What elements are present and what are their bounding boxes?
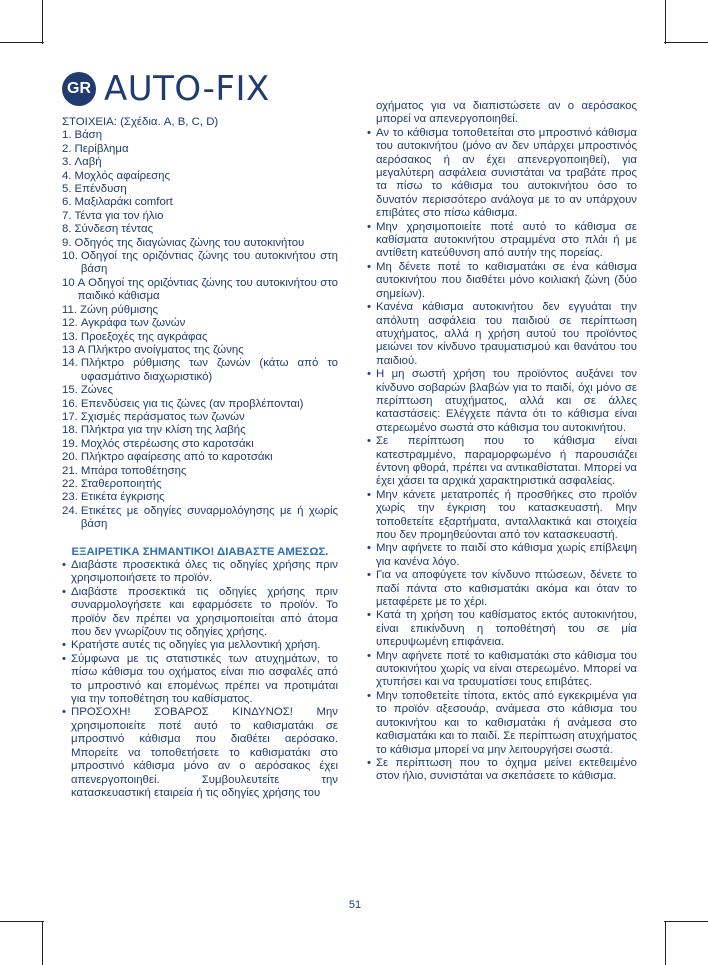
warning-text: Σε περίπτωση που το κάθισμα είναι κατεστραμμένο, παραμορφωμένο ή παρουσιάζει έντονη φθορά, πρέπει να αντικαθίσταται. Μπορεί να έχει χάσει τα αρχικά χαρακτηριστικά ασφαλείας. — [376, 435, 637, 488]
page-number: 51 — [348, 899, 362, 911]
warning-item — [367, 368, 637, 435]
warning-item — [367, 690, 637, 757]
warning-text: Σε περίπτωση που το όχημα μείνει εκτεθειμένο στον ήλιο, συνιστάται να σκεπάσετε το κάθισμα. — [376, 756, 637, 783]
component-label: Μοχλός αφαίρεσης — [74, 169, 171, 182]
component-label: Σχισμές περάσματος των ζωνών — [80, 410, 245, 423]
component-number: 13 — [62, 343, 75, 356]
component-number: 17. — [62, 410, 78, 423]
warning-text: Διαβάστε προσεκτικά τις οδηγίες χρήσης πριν συναρμολογήσετε και εφαρμόσετε το προϊόν. Το προϊόν δεν πρέπει να χρησιμοποιείται από άτομα που δεν γνωρίζουν τις οδηγίες χρήσης. — [71, 585, 338, 639]
component-number: 23. — [62, 491, 78, 504]
bullet-icon: • — [367, 542, 371, 555]
warning-text: Διαβάστε προσεκτικά όλες τις οδηγίες χρήσης πριν χρησιμοποιήσετε το προϊόν. — [71, 559, 338, 585]
component-number: 4. — [62, 169, 72, 182]
component-label: Αγκράφα των ζωνών — [80, 317, 186, 330]
warning-text: Μη δένετε ποτέ το καθισματάκι σε ένα κάθισμα αυτοκινήτου που διαθέτει μόνο κοιλιακή ζώνη (δύο σημείων). — [376, 260, 637, 300]
warning-item — [367, 261, 637, 301]
crop-mark — [664, 921, 708, 922]
crop-mark — [665, 0, 666, 44]
component-label: Ζώνη ρύθμισης — [80, 303, 159, 316]
component-label: Ετικέτα έγκρισης — [80, 491, 165, 504]
bullet-icon: • — [367, 368, 371, 381]
continuation-text: οχήματος για να διαπιστώσετε αν ο αερόσακος μπορεί να απενεργοποιηθεί. — [376, 100, 637, 126]
component-item — [62, 384, 338, 397]
component-label: Προεξοχές της αγκράφας — [80, 330, 208, 343]
warning-item — [367, 542, 637, 569]
component-number: 2. — [62, 142, 72, 155]
component-label: Α Πλήκτρο ανοίγματος της ζώνης — [77, 343, 244, 356]
warning-item — [62, 586, 338, 640]
component-label: Σταθεροποιητής — [80, 477, 162, 490]
warning-text: ΠΡΟΣΟΧΗ! ΣΟΒΑΡΟΣ ΚΙΝΔΥΝΟΣ! Μην χρησιμοποιείτε ποτέ αυτό το καθισματάκι σε μπροστινό κάθισμα που διαθέτει αερόσακο. Μπορείτε να τοποθετήσετε το καθισματάκι στο μπροστινό κάθισμα μόνο αν ο αερόσακος έχει απενεργοποιηθεί. Συμβουλευτείτε την κατασκευαστική εταιρεία ή τις οδηγίες χρήσης του — [71, 706, 338, 799]
warning-item — [367, 301, 637, 368]
page-header — [62, 68, 270, 110]
component-item — [62, 478, 338, 491]
warning-text: Αν το κάθισμα τοποθετείται στο μπροστινό κάθισμα του αυτοκινήτου (μόνο αν δεν υπάρχει μπροστινός αερόσακος ή αν έχει απενεργοποιηθεί), για μεγαλύτερη ασφάλεια συνιστάται να τραβάτε προς τα πίσω το κάθισμα του αυτοκινήτου όσο το δυνατόν περισσότερο ανάλογα με το αν υπάρχουν επιβάτες στο πίσω κάθισμα. — [376, 126, 637, 220]
components-list — [62, 129, 338, 531]
component-label: Οδηγοί της οριζόντιας ζώνης του αυτοκινήτου στη βάση — [80, 250, 338, 276]
warning-item — [367, 127, 637, 221]
component-label: Τέντα για τον ήλιο — [74, 209, 164, 222]
component-label: Πλήκτρο ρύθμισης των ζωνών (κάτω από το υφασμάτινο διαχωριστικό) — [80, 357, 338, 383]
warnings-list-left — [62, 559, 338, 800]
warning-item — [62, 706, 338, 800]
warning-text: Για να αποφύγετε τον κίνδυνο πτώσεων, δένετε το παδί πάντα στο καθισματάκι ακόμα και όταν το μεταφέρετε με το χέρι. — [376, 569, 637, 609]
component-item — [62, 317, 338, 330]
component-item — [62, 451, 338, 464]
component-item — [62, 331, 338, 344]
component-number: 18. — [62, 424, 78, 437]
warning-text: Μην κάνετε μετατροπές ή προσθήκες στο προϊόν χωρίς την έγκριση του κατασκευαστή. Μην τοποθετείτε εξαρτήματα, ανταλλακτικά και στοιχεία που δεν προμηθεύονται από τον κατασκευαστή. — [376, 488, 637, 541]
warning-item — [367, 609, 637, 649]
component-number: 19. — [62, 437, 78, 450]
component-item — [62, 250, 338, 277]
component-label: Σύνδεση τέντας — [74, 223, 154, 236]
crop-mark — [42, 0, 43, 44]
warning-text: Μην αφήνετε ποτέ το καθισματάκι στο κάθισμα του αυτοκινήτου χωρίς να είναι στερεωμένο. Μπορεί να χτυπήσει και να τραυματίσει τους επιβάτες. — [376, 649, 637, 689]
component-number: 3. — [62, 156, 72, 169]
component-item — [62, 357, 338, 384]
component-number: 14. — [62, 357, 78, 370]
component-label: Οδηγός της διαγώνιας ζώνης του αυτοκινήτου — [74, 236, 305, 249]
warning-item — [62, 559, 338, 586]
bullet-icon: • — [367, 126, 371, 139]
bullet-icon: • — [367, 609, 371, 622]
component-number: 1. — [62, 129, 72, 142]
bullet-icon: • — [367, 301, 371, 314]
component-item — [62, 491, 338, 504]
component-number: 10. — [62, 250, 78, 263]
language-badge: GR — [62, 72, 96, 106]
component-label: Λαβή — [74, 156, 102, 169]
component-label: Περίβλημα — [74, 142, 129, 155]
component-item — [62, 156, 338, 169]
component-label: Πλήκτρα για την κλίση της λαβής — [80, 424, 246, 437]
warning-item — [62, 653, 338, 707]
component-label: Ετικέτες με οδηγίες συναρμολόγησης με ή χωρίς βάση — [80, 504, 338, 531]
warnings-list-right — [367, 127, 637, 784]
warning-text: Μην χρησιμοποιείτε ποτέ αυτό το κάθισμα σε καθίσματα αυτοκινήτου στραμμένα στο πλάι ή με αντίθετη κατεύθυνση από αυτήν της πορείας. — [376, 220, 637, 260]
component-number: 5. — [62, 183, 72, 196]
bullet-icon: • — [367, 689, 371, 702]
component-number: 7. — [62, 209, 72, 222]
crop-mark — [665, 921, 666, 965]
component-number: 11. — [62, 303, 77, 316]
warning-text: Κατά τη χρήση του καθίσματος εκτός αυτοκινήτου, είναι επικίνδυνη η τοποθέτησή του σε μία υπερυψωμένη επιφάνεια. — [376, 609, 637, 649]
warning-item — [367, 650, 637, 690]
bullet-icon: • — [62, 585, 66, 598]
component-item — [62, 223, 338, 236]
crop-mark — [664, 42, 708, 43]
component-item — [62, 465, 338, 478]
components-heading: ΣΤΟΙΧΕΙΑ: (Σχέδια. A, B, C, D) — [62, 116, 219, 128]
crop-mark — [42, 921, 43, 965]
component-number: 22. — [62, 477, 78, 490]
bullet-icon: • — [367, 488, 371, 501]
component-label: Μαξιλαράκι comfort — [74, 196, 173, 209]
component-number: 8. — [62, 223, 72, 236]
component-number: 20. — [62, 451, 78, 464]
crop-mark — [0, 921, 44, 922]
component-label: Επενδύσεις για τις ζώνες (αν προβλέπονται) — [80, 397, 304, 410]
warning-text: Μην αφήνετε το παιδί στο κάθισμα χωρίς επίβλεψη για κανένα λόγο. — [376, 542, 637, 568]
left-column — [62, 116, 338, 800]
component-item — [62, 210, 338, 223]
component-number: 16. — [62, 397, 78, 410]
warning-item — [367, 221, 637, 261]
bullet-icon: • — [62, 652, 66, 665]
component-item — [62, 196, 338, 209]
bullet-icon: • — [62, 639, 66, 652]
component-label: Α Οδηγοί της οριζόντιας ζώνης του αυτοκινήτου στο παιδικό κάθισμα — [77, 276, 338, 303]
component-item — [62, 438, 338, 451]
component-item — [62, 411, 338, 424]
component-number: 21. — [62, 464, 78, 477]
component-number: 9. — [62, 236, 72, 249]
warning-text: Σύμφωνα με τις στατιστικές των ατυχημάτων, το πίσω κάθισμα του οχήματος είναι πιο ασφαλές από το μπροστινό και επομένως πρέπει να προτιμάται για την τοποθέτηση του καθίσματος. — [71, 652, 338, 706]
component-item — [62, 344, 338, 357]
component-number: 13. — [62, 330, 78, 343]
warning-text: Μην τοποθετείτε τίποτα, εκτός από εγκεκριμένα για το προϊόν αξεσουάρ, ανάμεσα στο κάθισμα του αυτοκινήτου και το καθισματάκι ή ανάμεσα στο καθισματάκι και το παιδί. Σε περίπτωση ατυχήματος το κάθισμα μπορεί να μην λειτουργήσει σωστά. — [376, 689, 637, 756]
component-label: Μπάρα τοποθέτησης — [80, 464, 187, 477]
bullet-icon: • — [367, 649, 371, 662]
component-item — [62, 277, 338, 304]
component-label: Επένδυση — [74, 183, 127, 196]
component-item — [62, 505, 338, 532]
warning-item — [367, 489, 637, 543]
bullet-icon: • — [367, 569, 371, 582]
component-item — [62, 170, 338, 183]
right-column — [367, 100, 637, 784]
component-label: Πλήκτρο αφαίρεσης από το καροτσάκι — [80, 451, 273, 464]
warning-text: Κανένα κάθισμα αυτοκινήτου δεν εγγυάται την απόλυτη ασφάλεια του παιδιού σε περίπτωση ατυχήματος, αλλά η χρήση αυτού του προϊόντος μειώνει τον κίνδυνο τραυματισμού και θανάτου του παιδιού. — [376, 301, 637, 367]
component-number: 24. — [62, 504, 78, 517]
component-number: 12. — [62, 317, 78, 330]
bullet-icon: • — [367, 435, 371, 448]
warning-text: Κρατήστε αυτές τις οδηγίες για μελλοντική χρήση. — [71, 639, 321, 652]
warning-item — [367, 757, 637, 784]
warning-text: Η μη σωστή χρήση του προϊόντος αυξάνει τον κίνδυνο σοβαρών βλαβών για το παιδί, όχι μόνο σε περίπτωση ατυχήματος, αλλά και σε άλλες καταστάσεις: Ελέγχετε πάντα ότι το κάθισμα είναι στερεωμένο σωστά στο κάθισμα του αυτοκινήτου. — [376, 368, 637, 434]
crop-mark — [0, 42, 44, 43]
warning-item — [367, 435, 637, 489]
warning-item — [367, 569, 637, 609]
important-heading: ΕΞΑΙΡΕΤΙΚΑ ΣΗΜΑΝΤΙΚΟ! ΔΙΑΒΑΣΤΕ ΑΜΕΣΩΣ. — [71, 545, 329, 558]
component-item — [62, 424, 338, 437]
bullet-icon: • — [367, 260, 371, 273]
component-label: Μοχλός στερέωσης στο καροτσάκι — [80, 437, 254, 450]
component-label: Ζώνες — [80, 384, 113, 397]
bullet-icon: • — [367, 220, 371, 233]
component-item — [62, 398, 338, 411]
page-title: AUTO-FIX — [104, 69, 270, 109]
component-item — [62, 183, 338, 196]
component-item — [62, 237, 338, 250]
component-number: 10 — [62, 276, 75, 289]
component-item — [62, 304, 338, 317]
component-number: 15. — [62, 384, 78, 397]
component-label: Βάση — [74, 129, 103, 142]
component-item — [62, 129, 338, 142]
bullet-icon: • — [62, 559, 66, 571]
bullet-icon: • — [367, 756, 371, 769]
warning-item — [62, 639, 338, 652]
component-number: 6. — [62, 196, 72, 209]
bullet-icon: • — [62, 706, 66, 719]
component-item — [62, 143, 338, 156]
